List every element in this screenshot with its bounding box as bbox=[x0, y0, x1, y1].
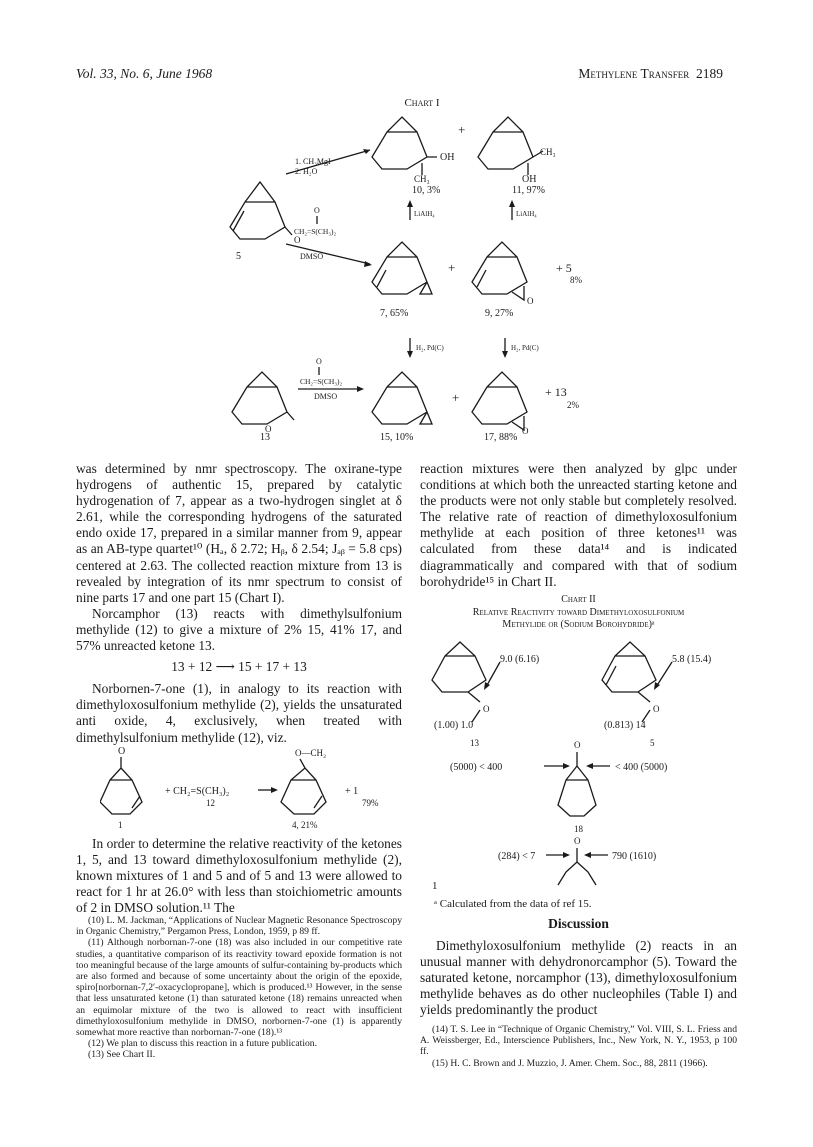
chart-two-subtitle-1: Relative Reactivity toward Dimethyloxosulfonium bbox=[472, 606, 685, 618]
footnotes-left bbox=[76, 915, 402, 1061]
compound-7-structure bbox=[372, 242, 432, 294]
chart-two-caption bbox=[420, 594, 737, 632]
chart2-1-value-left: (284) < 7 bbox=[498, 851, 536, 862]
page-number: 2189 bbox=[696, 66, 723, 81]
compound-17-oxygen: O bbox=[522, 426, 529, 436]
compound-10-oh: OH bbox=[440, 152, 455, 163]
compound-13-label: 13 bbox=[260, 432, 270, 443]
chart2-1-oxygen: O bbox=[574, 836, 581, 846]
footnote-12: (12) We plan to discuss this reaction in a future publication. bbox=[88, 1038, 317, 1050]
footnote-11: (11) Although norbornan-7-one (18) was also included in our competitive rate studies, a quantitative comparison of its reactivity toward epoxide formation is not too meaningful because of the large amounts of sulfur-containing by-products which are also formed and because of some uncertainty about the origin of the epoxide, spiro[norbornan-7,2′-oxacyclopropane], which is produced.¹³ However, in the sense that less unsaturated ketone (1) than saturated ketone (18) remains unreacted when an equimolar mixture of the two is allowed to react with insufficient dimethyloxosulfonium methylide in DMSO, norbornen-7-one (1) is apparently somewhat more reactive than norbornan-7-one (18).¹³ bbox=[76, 937, 402, 1039]
paragraph-norbornenone: Norbornen-7-one (1), in analogy to its reaction with dimethyloxosulfonium methylide (2), yields the unsaturated anti oxide, 4, exclusively, when treated with dimethylsulfonium methylide (12), viz. bbox=[76, 681, 402, 745]
paragraph-nmr: was determined by nmr spectroscopy. The oxirane-type hydrogens of authentic 15, prepared by catalytic hydrogenation of 7, appear as a two-hydrogen singlet at δ 2.61, while the corresponding hydrogens of the saturated endo oxide 17, prepared in a similar manner from 9, appear as an AB-type quartet¹⁰ (Hₐ, δ 2.72; Hᵦ, δ 2.54; Jₐᵦ = 5.8 cps) centered at 2.63. The collected reaction mixture from 13 is revealed by integration of its nmr spectrum to consist of nine parts 17 and one part 15 (Chart I). bbox=[76, 461, 402, 605]
chart2-5-value-b: (0.813) 14 bbox=[604, 720, 646, 731]
footnote-10: (10) L. M. Jackman, “Applications of Nuclear Magnetic Resonance Spectroscopy in Organic Chemistry,” Pergamon Press, London, 1959, p 89 ff. bbox=[76, 915, 402, 938]
reagent-h2-right: H₂, Pd(C) bbox=[511, 344, 539, 352]
chart2-5-value-a: 5.8 (15.4) bbox=[672, 654, 712, 665]
compound-9-oxygen: O bbox=[527, 296, 534, 306]
equation: 13 + 12 ⟶ 15 + 17 + 13 bbox=[171, 659, 307, 675]
reagent-lialh4-left: LiAlH₄ bbox=[414, 210, 435, 218]
chart-two-label-1: 1 bbox=[432, 880, 438, 892]
chart-two-footnote: ᵃ Calculated from the data of ref 15. bbox=[434, 898, 592, 910]
running-header-right bbox=[578, 66, 723, 82]
right-column bbox=[420, 461, 737, 590]
viz-reagent-label: 12 bbox=[206, 798, 215, 808]
compound-10-methyl: CH₃ bbox=[414, 174, 430, 184]
compound-11-oh: OH bbox=[522, 174, 537, 185]
compound-17-structure bbox=[472, 372, 527, 430]
compound-5-label: 5 bbox=[236, 251, 241, 262]
compound-5-structure bbox=[230, 182, 292, 239]
grignard-step-1: 1. CH₃MgI bbox=[295, 157, 331, 166]
compound-5-oxygen: O bbox=[294, 235, 301, 245]
residual-5-percent: 8% bbox=[570, 275, 582, 285]
residual-5: + 5 bbox=[556, 261, 572, 275]
residual-13: + 13 bbox=[545, 385, 567, 399]
chart2-18-value-left: (5000) < 400 bbox=[450, 762, 503, 773]
discussion-body bbox=[420, 938, 737, 1018]
chart-two-subtitle-2: Methylide or (Sodium Borohydride)ᵃ bbox=[502, 619, 655, 630]
compound-15-structure bbox=[372, 372, 432, 424]
chart2-18-value-right: < 400 (5000) bbox=[615, 762, 668, 773]
chart2-13-value-b: (1.00) 1.0 bbox=[434, 720, 474, 731]
chart-two-title: Chart II bbox=[561, 594, 596, 605]
chart-two bbox=[420, 640, 737, 890]
viz-reagent: + CH₂=S(CH₃)₂ bbox=[165, 786, 230, 797]
ylide-oxygen: O bbox=[314, 206, 320, 215]
reagent-h2-left: H₂, Pd(C) bbox=[416, 344, 444, 352]
footnote-13: (13) See Chart II. bbox=[88, 1049, 156, 1061]
compound-13-oxygen: O bbox=[265, 424, 272, 434]
paragraph-glpc: reaction mixtures were then analyzed by glpc under conditions at which both the unreacted starting ketone and the products were not only stable but completely resolved. The relative rate of reaction of dimethyloxosulfonium methylide at each position of three ketones¹¹ was calculated from these data¹⁴ and is indicated diagrammatically and compared with that of sodium borohydride¹⁵ in Chart II. bbox=[420, 461, 737, 589]
plus-sign: + bbox=[458, 122, 466, 137]
compound-10-label: 10, 3% bbox=[412, 185, 441, 196]
reagent-lialh4-right: LiAlH₄ bbox=[516, 210, 537, 218]
plus-sign-2: + bbox=[448, 260, 456, 275]
compound-17-label: 17, 88% bbox=[484, 432, 518, 443]
chart2-5-oxygen: O bbox=[653, 704, 660, 714]
ylide2-reagent: CH₂=S(CH₃)₂ bbox=[300, 377, 343, 386]
compound-10-structure bbox=[372, 117, 437, 175]
chart2-5-label: 5 bbox=[650, 738, 655, 748]
chart2-13-oxygen: O bbox=[483, 704, 490, 714]
chart2-1-value-right: 790 (1610) bbox=[612, 851, 657, 862]
discussion-heading: Discussion bbox=[548, 916, 609, 931]
viz-ketone-label: 1 bbox=[118, 820, 123, 830]
viz-residual-percent: 79% bbox=[362, 798, 379, 808]
viz-product-label: 4, 21% bbox=[292, 820, 318, 830]
paragraph-relative-reactivity: In order to determine the relative reactivity of the ketones 1, 5, and 13 toward dimethyloxosulfonium methylide (2), known mixtures of 1 and 5 and of 5 and 13 were allowed to react for 1 hr at 26.0° with less than stoichiometric amounts of 2 in DMSO solution.¹¹ The bbox=[76, 836, 402, 916]
viz-residual: + 1 bbox=[345, 786, 359, 797]
reaction-scheme-viz bbox=[100, 742, 410, 832]
chart-one-title: Chart I bbox=[404, 97, 440, 109]
running-header-left: Vol. 33, No. 6, June 1968 bbox=[76, 66, 213, 81]
residual-13-percent: 2% bbox=[567, 400, 579, 410]
grignard-step-2: 2. H₂O bbox=[295, 167, 318, 176]
chart2-18-oxygen: O bbox=[574, 740, 581, 750]
footnote-15: (15) H. C. Brown and J. Muzzio, J. Amer. Chem. Soc., 88, 2811 (1966). bbox=[432, 1057, 708, 1069]
compound-13-structure bbox=[232, 372, 294, 424]
left-column-cont bbox=[76, 836, 402, 916]
plus-sign-3: + bbox=[452, 390, 460, 405]
paragraph-norcamphor: Norcamphor (13) reacts with dimethylsulfonium methylide (12) to give a mixture of 2% 15, 41% 17, and 57% unreacted ketone 13. bbox=[76, 605, 402, 654]
chart2-13-value-a: 9.0 (6.16) bbox=[500, 654, 540, 665]
viz-ketone-oxygen: O bbox=[118, 746, 126, 757]
solvent-dmso-2: DMSO bbox=[314, 392, 338, 401]
compound-15-label: 15, 10% bbox=[380, 432, 414, 443]
footnotes-right bbox=[420, 1024, 737, 1069]
compound-11-structure bbox=[478, 117, 543, 175]
ylide2-oxygen: O bbox=[316, 357, 322, 366]
left-column bbox=[76, 461, 402, 746]
footnote-14: (14) T. S. Lee in “Technique of Organic Chemistry,” Vol. VIII, S. L. Friess and A. Weissberger, Ed., Interscience Publishers, Inc., New York, N. Y., 1953, p 100 ff. bbox=[420, 1024, 737, 1058]
compound-9-structure bbox=[472, 242, 527, 300]
chart2-18-label: 18 bbox=[574, 824, 583, 834]
paragraph-discussion: Dimethyloxosulfonium methylide (2) reacts in an unusual manner with dehydronorcamphor (5). Toward the saturated ketone, norcamphor (13), dimethyloxosulfonium methylide behaves as do other nucleophiles (Table I) and yields predominantly the product bbox=[420, 938, 737, 1018]
solvent-dmso: DMSO bbox=[300, 252, 324, 261]
arrow-ylide bbox=[286, 244, 370, 264]
chart-one bbox=[200, 92, 620, 452]
compound-11-methyl: CH₃ bbox=[540, 147, 556, 157]
compound-7-label: 7, 65% bbox=[380, 308, 409, 319]
viz-epoxide: O—CH₂ bbox=[295, 748, 327, 758]
running-title: Methylene Transfer bbox=[578, 66, 690, 81]
chart2-13-label: 13 bbox=[470, 738, 479, 748]
ylide-reagent: CH₂=S(CH₃)₂ bbox=[294, 227, 337, 236]
compound-9-label: 9, 27% bbox=[485, 308, 514, 319]
compound-11-label: 11, 97% bbox=[512, 185, 545, 196]
